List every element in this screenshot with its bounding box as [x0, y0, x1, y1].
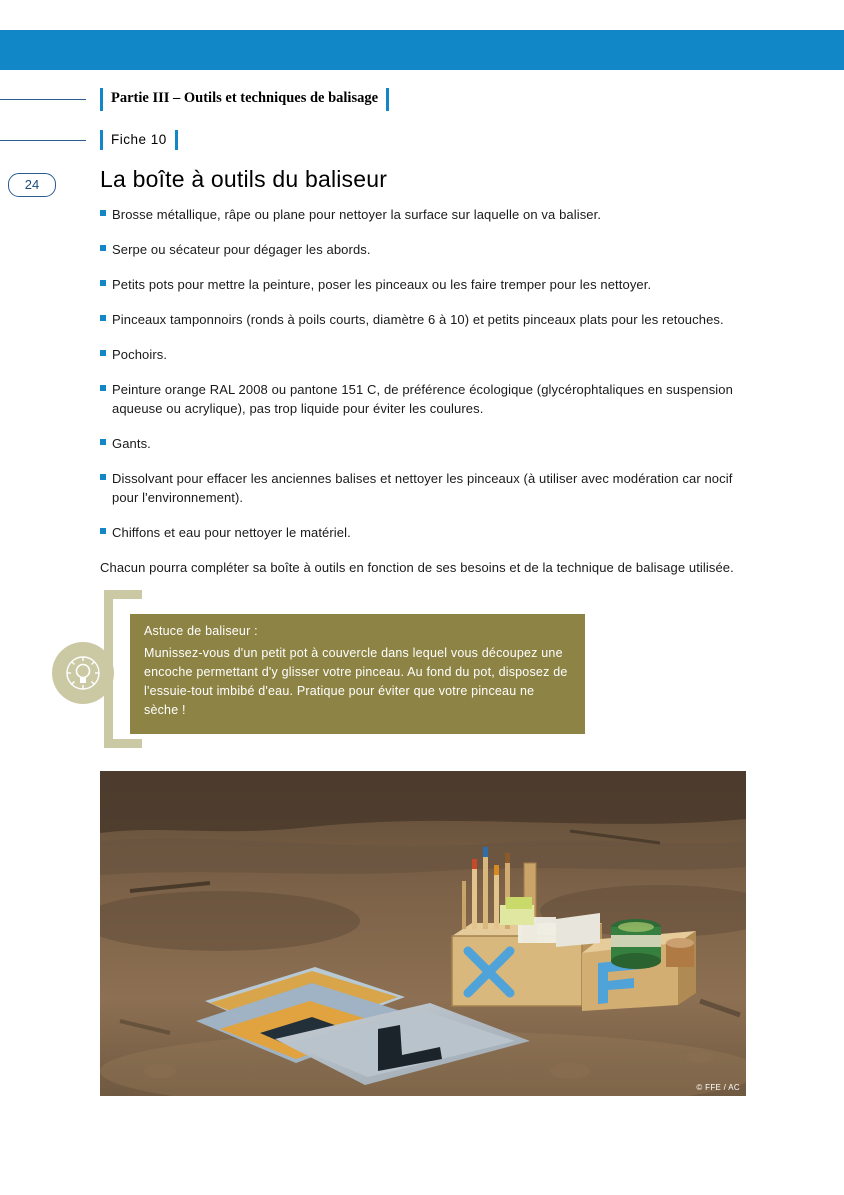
- page-title: La boîte à outils du baliseur: [100, 166, 388, 192]
- bullet-square-icon: [100, 245, 106, 251]
- photo-toolbox: [100, 771, 746, 1096]
- list-item-text: Chiffons et eau pour nettoyer le matériel.: [112, 525, 351, 540]
- sheet-label: Fiche 10: [100, 130, 178, 150]
- part-title: Partie III – Outils et techniques de balisage: [100, 88, 389, 111]
- tool-list: [100, 205, 750, 577]
- list-item: [100, 240, 750, 259]
- list-item: [100, 434, 750, 453]
- list-item: [100, 310, 750, 329]
- left-rule-top: [0, 99, 86, 100]
- left-rule-bottom: [0, 140, 86, 141]
- bullet-square-icon: [100, 210, 106, 216]
- list-item-text: Pochoirs.: [112, 347, 168, 362]
- bullet-square-icon: [100, 315, 106, 321]
- bullet-square-icon: [100, 350, 106, 356]
- list-item-text: Pinceaux tamponnoirs (ronds à poils courts, diamètre 6 à 10) et petits pinceaux plats pour les retouches.: [112, 312, 724, 327]
- list-item-text: Serpe ou sécateur pour dégager les abords.: [112, 242, 371, 257]
- bullet-square-icon: [100, 280, 106, 286]
- list-item: [100, 275, 750, 294]
- list-item: [100, 380, 750, 418]
- closing-paragraph: Chacun pourra compléter sa boîte à outils en fonction de ses besoins et de la technique de balisage utilisée.: [100, 560, 734, 575]
- tip-box: [130, 614, 585, 734]
- tip-title: Astuce de baliseur :: [144, 624, 258, 638]
- tip-body: Munissez-vous d'un petit pot à couvercle dans lequel vous découpez une encoche permettant d'y glisser votre pinceau. Au fond du pot, disposez de l'essuie-tout imbibé d'eau. Pratique pour éviter que votre pinceau ne sèche !: [144, 646, 568, 717]
- list-item: [100, 469, 750, 507]
- bullet-square-icon: [100, 474, 106, 480]
- bullet-square-icon: [100, 528, 106, 534]
- tip-section: [52, 590, 752, 760]
- list-item-text: Petits pots pour mettre la peinture, poser les pinceaux ou les faire tremper pour les nettoyer.: [112, 277, 652, 292]
- lightbulb-icon: [52, 642, 114, 704]
- list-item-text: Brosse métallique, râpe ou plane pour nettoyer la surface sur laquelle on va baliser.: [112, 207, 602, 222]
- photo-credit: © FFE / AC: [696, 1083, 740, 1092]
- list-item: [100, 345, 750, 364]
- bullet-square-icon: [100, 439, 106, 445]
- bullet-square-icon: [100, 385, 106, 391]
- page-number: 24: [8, 173, 56, 197]
- list-item: [100, 205, 750, 224]
- list-item-text: Peinture orange RAL 2008 ou pantone 151 C, de préférence écologique (glycérophtaliques en suspension aqueuse ou acrylique), pas trop liquide pour éviter les coulures.: [112, 382, 733, 416]
- list-item-text: Gants.: [112, 436, 151, 451]
- list-item-text: Dissolvant pour effacer les anciennes balises et nettoyer les pinceaux (à utiliser avec modération car nocif pour l'environnement).: [112, 471, 733, 505]
- list-item: [100, 523, 750, 542]
- top-banner: [0, 30, 844, 70]
